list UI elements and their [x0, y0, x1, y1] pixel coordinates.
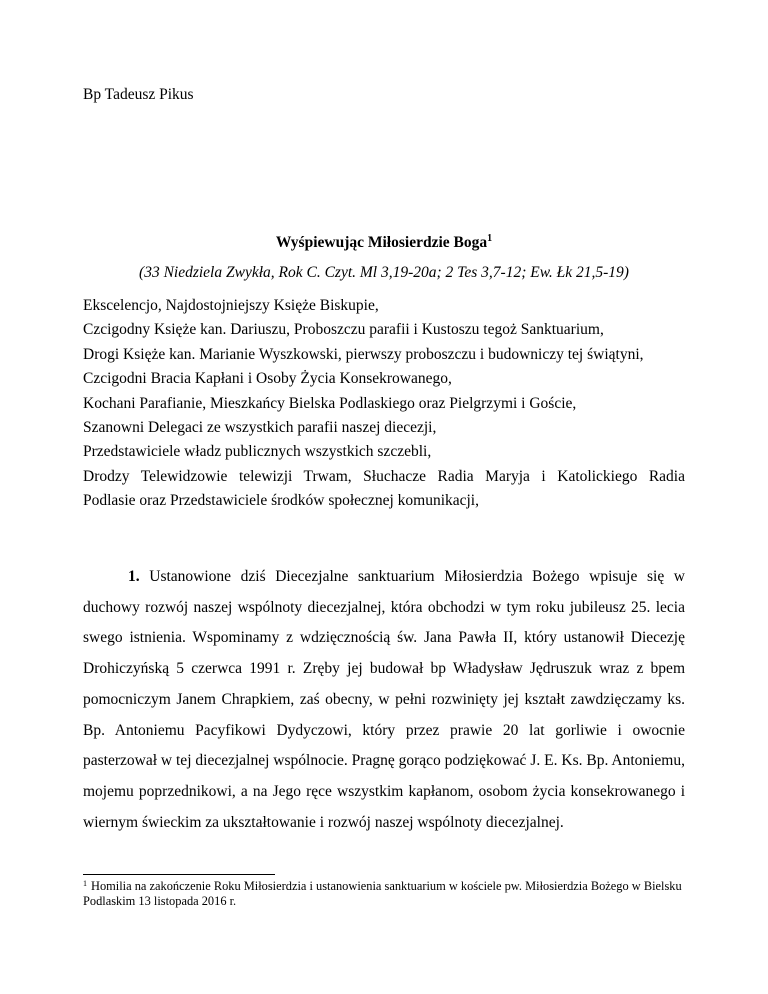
document-title-text: Wyśpiewując Miłosierdzie Boga [275, 234, 488, 251]
greeting-line: Szanowni Delegaci ze wszystkich parafii naszej diecezji, [83, 419, 437, 437]
greeting-line: Podlasie oraz Przedstawiciele środków społecznej komunikacji, [83, 492, 479, 510]
footnote-reference[interactable]: 1 [487, 233, 493, 244]
paragraph-number: 1. [128, 568, 140, 585]
footnote [83, 879, 685, 909]
paragraph-1 [83, 562, 685, 838]
document-title [0, 234, 768, 252]
greeting-line: Czcigodni Bracia Kapłani i Osoby Życia Konsekrowanego, [83, 370, 452, 388]
footnote-text: Homilia na zakończenie Roku Miłosierdzia i ustanowienia sanktuarium w kościele pw. Miłosierdzia Bożego w Bielsku Podlaskim 13 listopada 2016 r. [83, 879, 682, 908]
greeting-line: Kochani Parafianie, Mieszkańcy Bielska Podlaskiego oraz Pielgrzymi i Goście, [83, 394, 577, 412]
greeting-line: Ekscelencjo, Najdostojniejszy Księże Biskupie, [83, 297, 379, 314]
greeting-line: Czcigodny Księże kan. Dariuszu, Proboszczu parafii i Kustoszu tegoż Sanktuarium, [83, 321, 604, 339]
greeting-line: Drogi Księże kan. Marianie Wyszkowski, pierwszy proboszczu i budowniczy tej świątyni, [83, 345, 644, 363]
footnote-separator [83, 874, 275, 875]
greeting-line: Przedstawiciele władz publicznych wszystkich szczebli, [83, 443, 432, 461]
liturgical-readings-subtitle: (33 Niedziela Zwykła, Rok C. Czyt. Ml 3,19-20a; 2 Tes 3,7-12; Ew. Łk 21,5-19) [139, 264, 629, 281]
author-line: Bp Tadeusz Pikus [83, 86, 194, 103]
footnote-marker: 1 [83, 879, 87, 888]
paragraph-body: Ustanowione dziś Diecezjalne sanktuarium Miłosierdzia Bożego wpisuje się w duchowy rozwój naszej wspólnoty diecezjalnej, która obchodzi w tym roku jubileusz 25. lecia swego istnienia. Wspominamy z wdzięcznością św. Jana Pawła II, który ustanowił Diecezję Drohiczyńską 5 czerwca 1991 r. Zręby jej budował bp Władysław Jędruszuk wraz z bpem pomocniczym Janem Chrapkiem, zaś obecny, w pełni rozwinięty jej kształt zawdzięczamy ks. Bp. Antoniemu Pacyfikowi Dydyczowi, który przez prawie 20 lat gorliwie i owocnie pasterzował w tej diecezjalnej wspólnocie. Pragnę gorąco podziękować J. E. Ks. Bp. Antoniemu, mojemu poprzednikowi, a na Jego ręce wszystkim kapłanom, osobom życia konsekrowanego i wiernym świeckim za ukształtowanie i rozwój naszej wspólnoty diecezjalnej. [83, 568, 686, 831]
greetings-list [83, 294, 685, 514]
greeting-line: Drodzy Telewidzowie telewizji Trwam, Słuchacze Radia Maryja i Katolickiego Radia [83, 467, 685, 485]
